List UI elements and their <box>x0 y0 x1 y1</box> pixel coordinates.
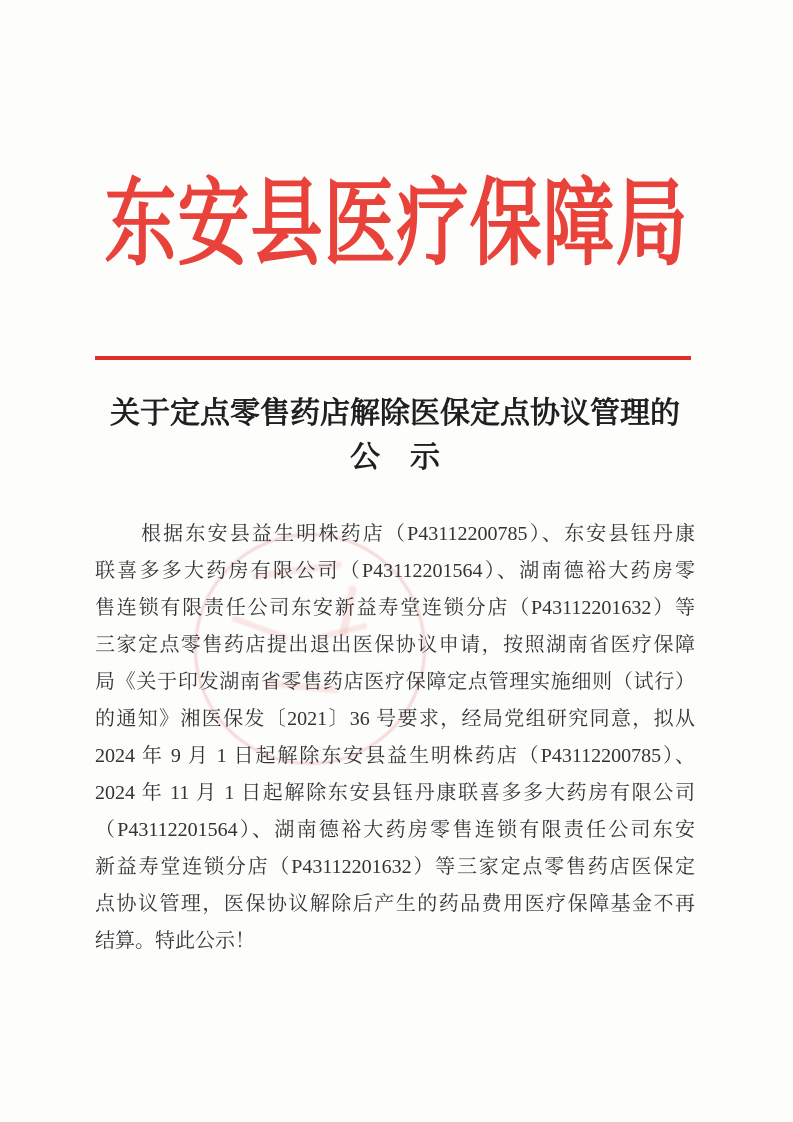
body-line: 根据东安县益生明株药店（P43112200785）、东安县钰丹康 <box>141 523 695 545</box>
body-line: 新益寿堂连锁分店（P43112201632）等三家定点零售药店医保定 <box>95 856 695 878</box>
body-line: 三家定点零售药店提出退出医保协议申请，按照湖南省医疗保障 <box>95 634 695 656</box>
body-line: （P43112201564）、湖南德裕大药房零售连锁有限责任公司东安 <box>95 819 695 841</box>
document-title <box>95 392 695 480</box>
body-line: 的通知》湘医保发〔2021〕36 号要求，经局党组研究同意，拟从 <box>95 708 695 730</box>
body-line: 结算。特此公示！ <box>95 930 255 952</box>
agency-name: 东安县医疗保障局 <box>104 171 689 278</box>
body-line: 2024 年 9 月 1 日起解除东安县益生明株药店（P43112200785）、 <box>95 745 695 767</box>
body-line: 联喜多多大药房有限公司（P43112201564）、湖南德裕大药房零 <box>95 560 695 582</box>
body-line: 2024 年 11 月 1 日起解除东安县钰丹康联喜多多大药房有限公司 <box>95 782 695 804</box>
body-line: 局《关于印发湖南省零售药店医疗保障定点管理实施细则（试行） <box>95 671 695 693</box>
body-line: 售连锁有限责任公司东安新益寿堂连锁分店（P43112201632）等 <box>95 597 695 619</box>
red-divider-rule <box>95 356 691 360</box>
document-title-line1: 关于定点零售药店解除医保定点协议管理的 <box>110 397 680 430</box>
body-line: 点协议管理，医保协议解除后产生的药品费用医疗保障基金不再 <box>95 893 695 915</box>
agency-letterhead <box>0 150 793 280</box>
document-title-line2: 公 示 <box>350 441 440 474</box>
notice-body <box>95 516 695 960</box>
